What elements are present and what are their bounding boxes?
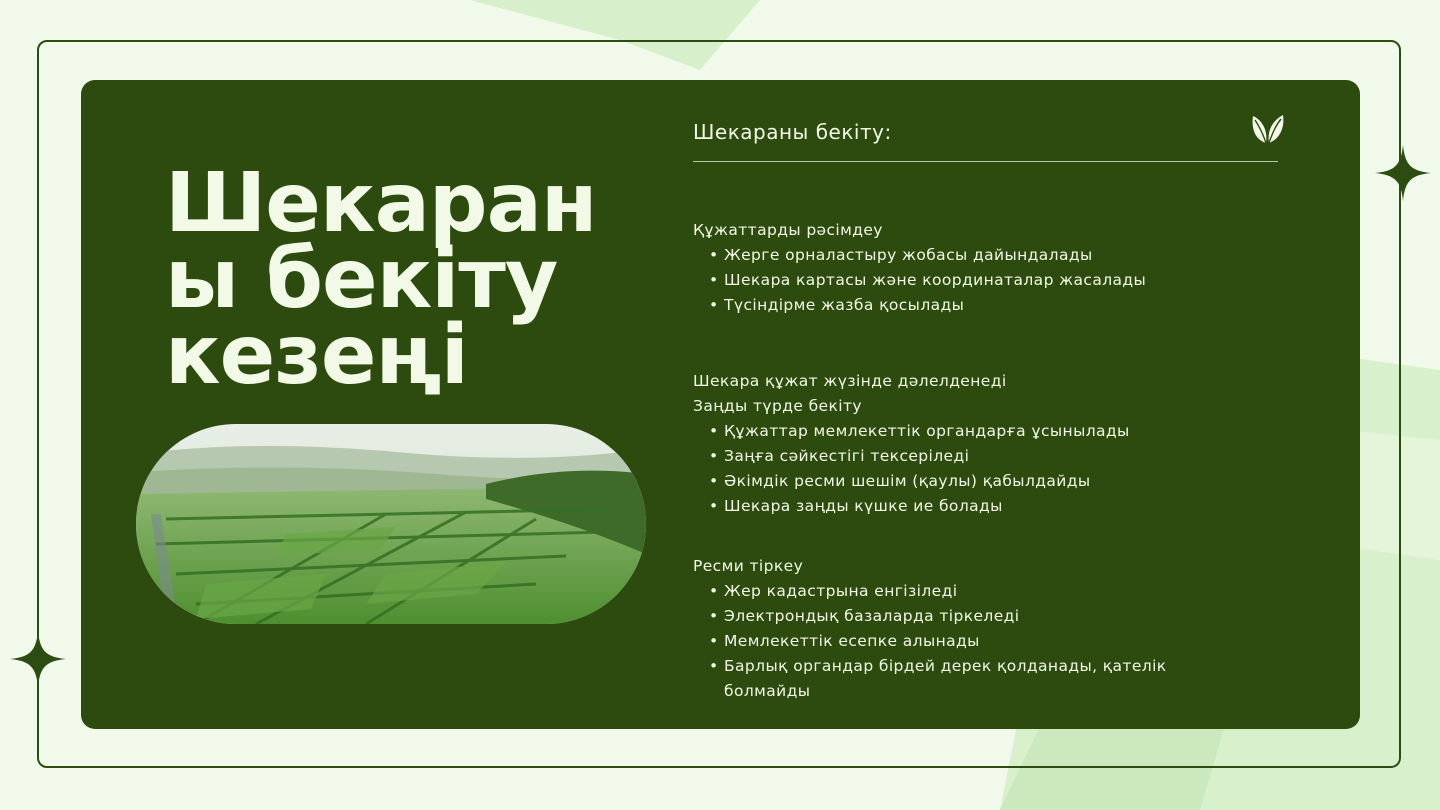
section-heading: Шекараны бекіту: [693, 120, 892, 144]
block-label: Құжаттарды рәсімдеу [693, 221, 883, 239]
list-item: • Құжаттар мемлекеттік органдарға ұсынылады [724, 419, 1253, 444]
bullet-list [693, 579, 1253, 704]
list-item: • Электрондық базаларда тіркеледі [724, 604, 1253, 629]
block-label: Шекара құжат жүзінде дәлелденеді [693, 372, 1007, 390]
list-item: • Түсіндірме жазба қосылады [724, 293, 1253, 318]
leaf-icon [1248, 110, 1286, 148]
list-item: • Шекара картасы және координаталар жасалады [724, 268, 1253, 293]
bullet-list [693, 243, 1253, 318]
list-item: • Әкімдік ресми шешім (қаулы) қабылдайды [724, 469, 1253, 494]
content-block-3 [693, 554, 1253, 704]
list-item: • Мемлекеттік есепке алынады [724, 629, 1253, 654]
content-block-2 [693, 369, 1253, 519]
list-item: • Жер кадастрына енгізіледі [724, 579, 1253, 604]
list-item: • Барлық органдар бірдей дерек қолданады, қателік болмайды [724, 654, 1253, 704]
slide-title: Шекараны бекіту кезеңі [165, 156, 597, 403]
list-item: • Шекара заңды күшке ие болады [724, 494, 1253, 519]
block-label: Ресми тіркеу [693, 557, 804, 575]
list-item: • Жерге орналастыру жобасы дайындалады [724, 243, 1253, 268]
four-point-star-icon [10, 631, 66, 687]
block-label: Заңды түрде бекіту [693, 397, 862, 415]
heading-divider [693, 161, 1278, 162]
content-block-1 [693, 218, 1253, 318]
four-point-star-icon [1375, 145, 1431, 201]
bullet-list [693, 419, 1253, 519]
farmland-photo [136, 424, 646, 624]
list-item: • Заңға сәйкестігі тексеріледі [724, 444, 1253, 469]
